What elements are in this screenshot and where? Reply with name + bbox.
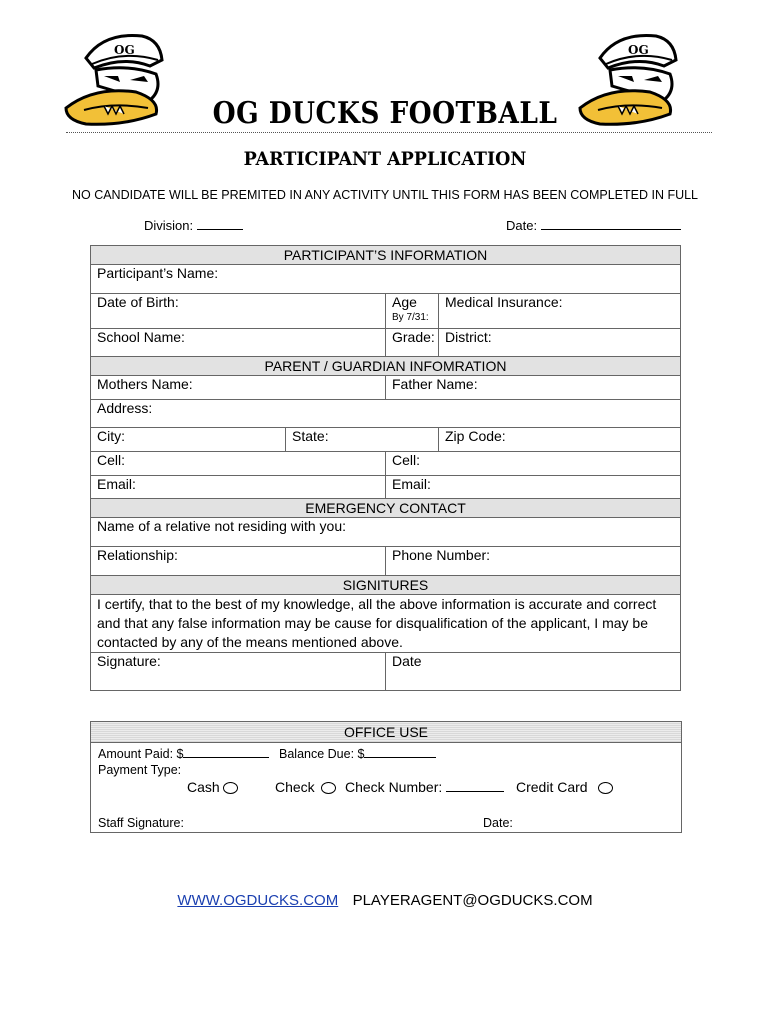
signature-field[interactable] <box>91 653 386 691</box>
footer-contact <box>0 892 770 909</box>
school-name-field[interactable] <box>91 329 386 357</box>
cell-field-2[interactable] <box>386 452 681 476</box>
title-divider <box>66 132 712 133</box>
relative-name-label: Name of a relative not residing with you: <box>97 518 347 534</box>
office-date-label: Date: <box>483 816 513 830</box>
cell-field-1[interactable] <box>91 452 386 476</box>
zip-code-label: Zip Code: <box>445 428 506 444</box>
check-number-field[interactable] <box>345 779 504 795</box>
emergency-contact-header: EMERGENCY CONTACT <box>91 499 681 518</box>
division-label: Division: <box>144 218 194 233</box>
check-number-blank[interactable] <box>446 779 504 792</box>
email-field-2[interactable] <box>386 476 681 499</box>
date-blank[interactable] <box>541 217 681 230</box>
city-field[interactable] <box>91 428 286 452</box>
parent-info-header: PARENT / GUARDIAN INFOMRATION <box>91 357 681 376</box>
payment-type-label: Payment Type: <box>98 763 182 777</box>
check-label: Check <box>275 779 315 795</box>
date-label: Date: <box>506 218 538 233</box>
participant-info-header: PARTICIPANT’S INFORMATION <box>91 246 681 265</box>
district-field[interactable] <box>439 329 681 357</box>
age-label: Age <box>392 294 417 310</box>
cash-radio[interactable] <box>223 782 238 794</box>
certification-statement: I certify, that to the best of my knowledge, all the above information is accurate and correct and that any false information may be cause for disqualification of the applicant, I may be contacted by any of the means mentioned above. <box>91 595 681 653</box>
office-use-header: OFFICE USE <box>91 722 681 743</box>
cell-label: Cell: <box>392 452 421 468</box>
date-field[interactable] <box>506 217 681 233</box>
cash-option[interactable] <box>187 779 238 795</box>
email-label: Email: <box>392 476 431 492</box>
form-subtitle: PARTICIPANT APPLICATION <box>243 148 527 170</box>
logo-cap-text: OG <box>114 43 135 57</box>
address-label: Address: <box>97 400 153 416</box>
logo-cap-text: OG <box>628 43 649 57</box>
city-label: City: <box>97 428 125 444</box>
date-of-birth-field[interactable] <box>91 294 386 329</box>
form-title: OG DUCKS FOOTBALL <box>212 96 558 131</box>
website-link[interactable]: WWW.OGDUCKS.COM <box>177 892 339 909</box>
application-form-table <box>90 245 681 691</box>
amount-paid-field[interactable] <box>98 745 269 761</box>
phone-number-field[interactable] <box>386 547 681 576</box>
contact-email: PLAYERAGENT@OGDUCKS.COM <box>352 892 593 909</box>
check-option[interactable] <box>275 779 336 795</box>
staff-signature-label: Staff Signature: <box>98 816 184 830</box>
check-radio[interactable] <box>321 782 336 794</box>
balance-due-label: Balance Due: $ <box>279 747 365 761</box>
credit-card-label: Credit Card <box>516 779 588 795</box>
credit-card-radio[interactable] <box>598 782 613 794</box>
state-field[interactable] <box>286 428 439 452</box>
signature-date-field[interactable] <box>386 653 681 691</box>
credit-card-option[interactable] <box>516 779 613 795</box>
medical-insurance-label: Medical Insurance: <box>445 294 563 310</box>
age-note: By 7/31: <box>392 312 429 323</box>
balance-due-field[interactable] <box>279 745 436 761</box>
check-number-label: Check Number: <box>345 779 443 795</box>
relationship-label: Relationship: <box>97 547 178 563</box>
division-blank[interactable] <box>197 217 243 230</box>
amount-paid-label: Amount Paid: $ <box>98 747 184 761</box>
school-name-label: School Name: <box>97 329 185 345</box>
phone-number-label: Phone Number: <box>392 547 491 563</box>
email-label: Email: <box>97 476 136 492</box>
signatures-header: SIGNITURES <box>91 576 681 595</box>
division-field[interactable] <box>144 217 243 233</box>
father-name-label: Father Name: <box>392 376 478 392</box>
state-label: State: <box>292 428 329 444</box>
zip-code-field[interactable] <box>439 428 681 452</box>
cell-label: Cell: <box>97 452 126 468</box>
participant-name-field[interactable] <box>91 265 681 294</box>
father-name-field[interactable] <box>386 376 681 400</box>
completion-notice: NO CANDIDATE WILL BE PREMITED IN ANY ACTIVITY UNTIL THIS FORM HAS BEEN COMPLETED IN FULL <box>71 188 699 202</box>
medical-insurance-field[interactable] <box>439 294 681 329</box>
signature-date-label: Date <box>392 653 422 669</box>
email-field-1[interactable] <box>91 476 386 499</box>
balance-due-blank[interactable] <box>364 745 436 758</box>
mothers-name-label: Mothers Name: <box>97 376 193 392</box>
amount-paid-blank[interactable] <box>183 745 269 758</box>
participant-name-label: Participant’s Name: <box>97 265 219 281</box>
signature-label: Signature: <box>97 653 161 669</box>
address-field[interactable] <box>91 400 681 428</box>
relationship-field[interactable] <box>91 547 386 576</box>
cash-label: Cash <box>187 779 220 795</box>
mothers-name-field[interactable] <box>91 376 386 400</box>
grade-field[interactable] <box>386 329 439 357</box>
grade-label: Grade: <box>392 329 435 345</box>
district-label: District: <box>445 329 492 345</box>
age-field[interactable] <box>386 294 439 329</box>
relative-name-field[interactable] <box>91 518 681 547</box>
dob-label: Date of Birth: <box>97 294 179 310</box>
office-use-section <box>90 721 682 833</box>
